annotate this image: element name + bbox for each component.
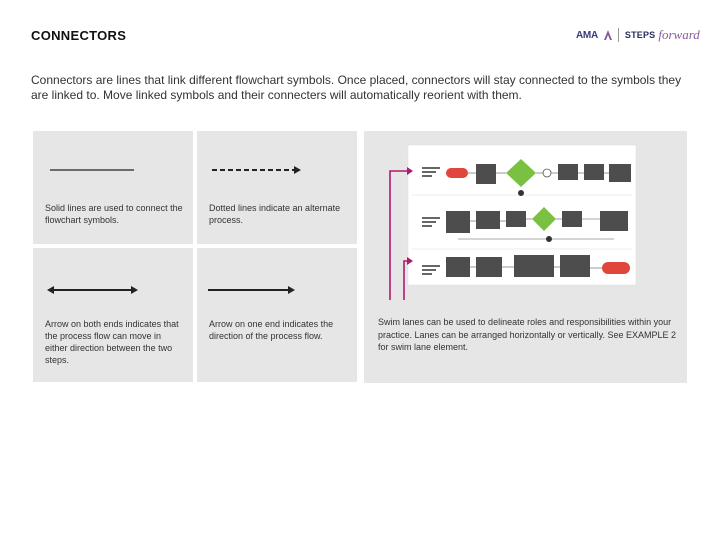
card-single-arrow: [197, 248, 357, 382]
logo-divider: [618, 28, 619, 42]
card-solid-line: [33, 131, 193, 244]
logo-steps-text: STEPS: [624, 30, 656, 40]
ama-steps-forward-logo: [576, 26, 700, 44]
dotted-line-caption: Dotted lines indicate an alternate process.: [209, 203, 341, 225]
single-arrow-sample: [197, 248, 357, 382]
card-double-arrow: [33, 248, 193, 382]
swim-lane-description: Swim lanes can be used to delineate roles and responsibilities within your practice. Lanes can be arranged horizontally or vertically. See EXAMPLE 2 for swim lane element.: [378, 317, 676, 352]
page-title: CONNECTORS: [31, 28, 127, 43]
intro-paragraph: Connectors are lines that link different flowchart symbols. Once placed, connectors will stay connected to the symbols they are linked to. Move linked symbols and their connecters will automatically reorient with them.: [31, 73, 682, 102]
ama-logo-icon: [604, 30, 612, 40]
solid-line-caption: Solid lines are used to connect the flowchart symbols.: [45, 203, 183, 225]
solid-line-sample: [33, 131, 193, 244]
card-dotted-line: [197, 131, 357, 244]
dotted-arrow-sample: [197, 131, 357, 244]
logo-forward-text: forward: [658, 27, 700, 42]
single-arrow-caption: Arrow on one end indicates the direction of the process flow.: [209, 319, 334, 341]
logo-ama-text: AMA: [576, 29, 598, 41]
double-arrow-caption: Arrow on both ends indicates that the process flow can move in either direction between the two steps.: [45, 319, 179, 365]
